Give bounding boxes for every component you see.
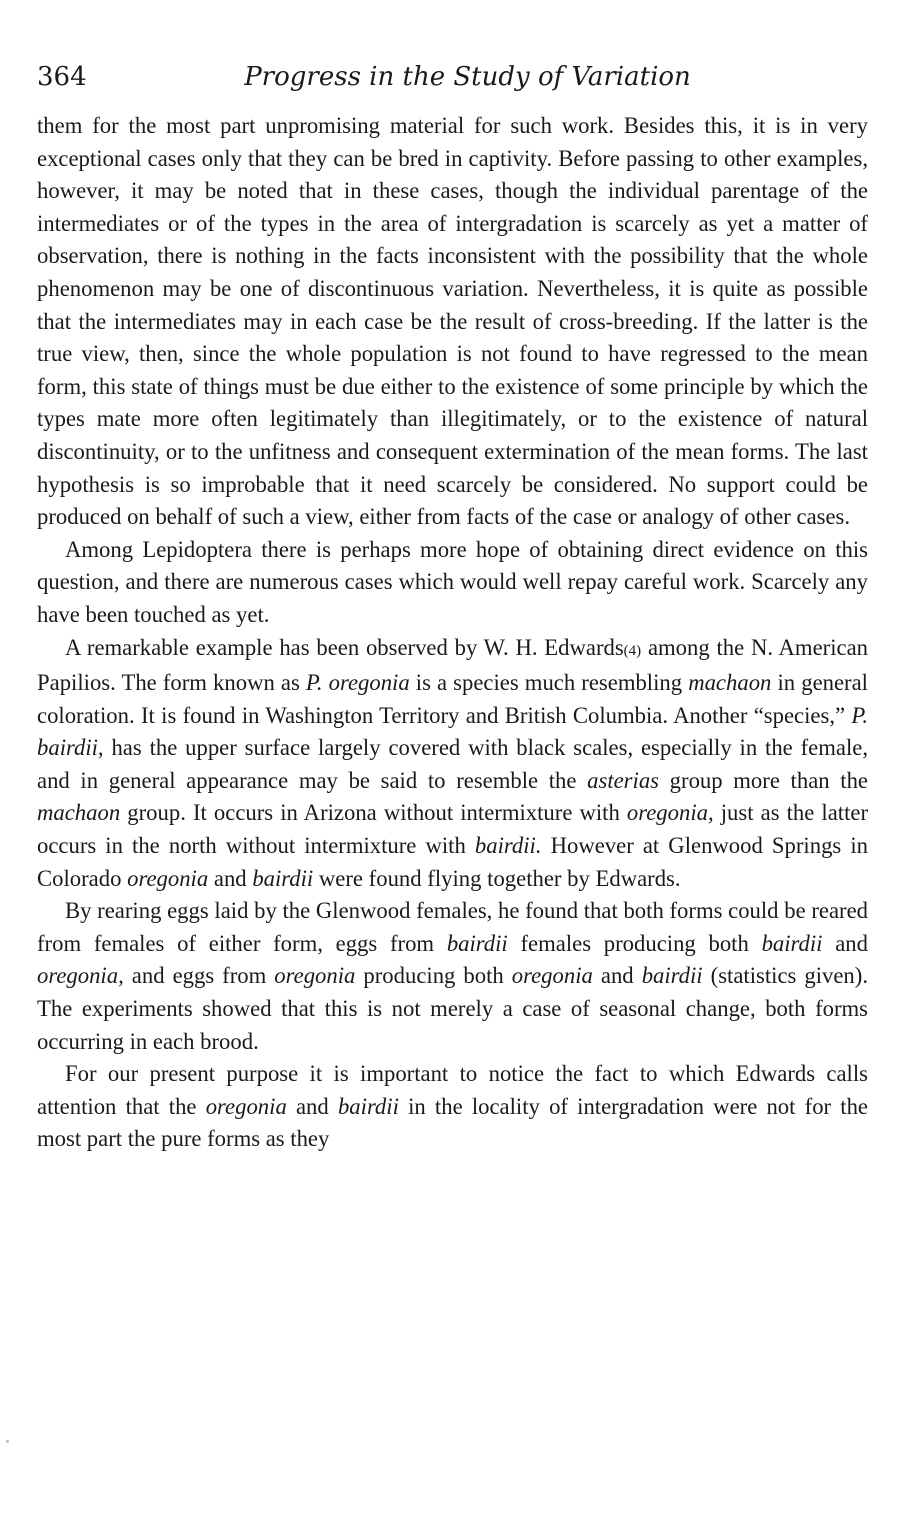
- book-page: [37, 60, 868, 1156]
- italic-term: bairdii: [446, 930, 508, 956]
- paragraph: [37, 1058, 868, 1156]
- italic-term: P. oregonia: [305, 670, 410, 696]
- italic-term: bairdii: [337, 1093, 399, 1119]
- body-text: [37, 110, 868, 1156]
- text-run: For our present purpose it is important to notice the fact to which Edwards calls attention that the: [37, 1061, 868, 1119]
- text-run: them for the most part unpromising material for such work. Besides this, it is in very exceptional cases only that they can be bred in captivity. Before passing to other examples, however, it may be noted that in these cases, though the individual parentage of the intermediates or of the types in the area of intergradation is scarcely as yet a matter of observation, there is nothing in the facts inconsistent with the possibility that the whole phenomenon may be one of discontinuous variation. Nevertheless, it is quite as possible that the intermediates may in each case be the result of cross-breeding. If the latter is the true view, then, since the whole population is not found to have regressed to the mean form, this state of things must be due either to the existence of some principle by which the types mate more often legitimately than illegitimately, or to the existence of natural discontinuity, or to the unfitness and consequent extermination of the mean forms. The last hypothesis is so improbable that it need scarcely be considered. No support could be produced on behalf of such a view, either from facts of the case or analogy of other cases.: [37, 113, 868, 530]
- text-run: in general coloration. It is found in Washington Territory and British Columbia. Another “species,”: [37, 670, 868, 728]
- italic-term: bairdii: [761, 930, 823, 956]
- italic-term: oregonia: [511, 963, 593, 989]
- text-run: and: [286, 1093, 338, 1119]
- italic-term: P. bairdii,: [37, 702, 868, 761]
- italic-term: asterias: [587, 767, 659, 793]
- italic-term: oregonia: [127, 865, 209, 891]
- text-run: were found flying together by Edwards.: [313, 865, 681, 891]
- italic-term: machaon: [688, 670, 772, 696]
- text-run: group more than the: [659, 767, 869, 793]
- paragraph: [37, 534, 868, 632]
- text-run: has the upper surface largely covered with black scales, especially in the female, and in general appearance may be said to resemble the: [37, 735, 868, 793]
- running-title: Progress in the Study of Variation: [244, 62, 691, 92]
- text-run: producing both: [355, 963, 512, 989]
- text-run: and eggs from: [123, 963, 275, 989]
- text-run: among the N. American Papilios. The form known as: [37, 634, 868, 696]
- text-run: females producing both: [507, 930, 762, 956]
- italic-term: bairdii: [252, 865, 314, 891]
- text-run: A remarkable example has been observed by W. H. Edwards: [65, 634, 624, 660]
- italic-term: machaon: [37, 800, 121, 826]
- text-run: (statistics given). The experiments showed that this is not merely a case of seasonal change, both forms occurring in each brood.: [37, 963, 868, 1054]
- text-run: and: [208, 865, 253, 891]
- italic-term: oregonia,: [626, 800, 714, 826]
- paragraph: [37, 895, 868, 1058]
- text-run: Among Lepidoptera there is perhaps more hope of obtaining direct evidence on this question, and there are numerous cases which would well repay careful work. Scarcely any have been touched as yet.: [37, 536, 868, 627]
- page-speck: [6, 1440, 9, 1443]
- text-run: group. It occurs in Arizona without intermixture with: [120, 800, 627, 826]
- italic-term: oregonia: [205, 1093, 287, 1119]
- text-run: However at Glenwood Springs in Colorado: [37, 833, 868, 891]
- text-run: is a species much resembling: [409, 670, 689, 696]
- italic-term: oregonia: [274, 963, 356, 989]
- paragraph: [37, 110, 868, 534]
- text-run: and: [822, 930, 868, 956]
- text-run: in the locality of intergradation were not for the most part the pure forms as they: [37, 1093, 869, 1152]
- running-head: [37, 60, 868, 100]
- text-run: By rearing eggs laid by the Glenwood females, he found that both forms could be reared from females of either form, eggs from: [37, 898, 868, 956]
- reference-mark: (4): [623, 642, 642, 659]
- text-run: just as the latter occurs in the north without intermixture with: [37, 800, 869, 859]
- italic-term: bairdii.: [474, 833, 542, 859]
- text-run: and: [592, 963, 642, 989]
- italic-term: bairdii: [641, 963, 703, 989]
- paragraph: [37, 632, 868, 896]
- italic-term: oregonia,: [37, 963, 124, 989]
- page-number: 364: [37, 62, 87, 92]
